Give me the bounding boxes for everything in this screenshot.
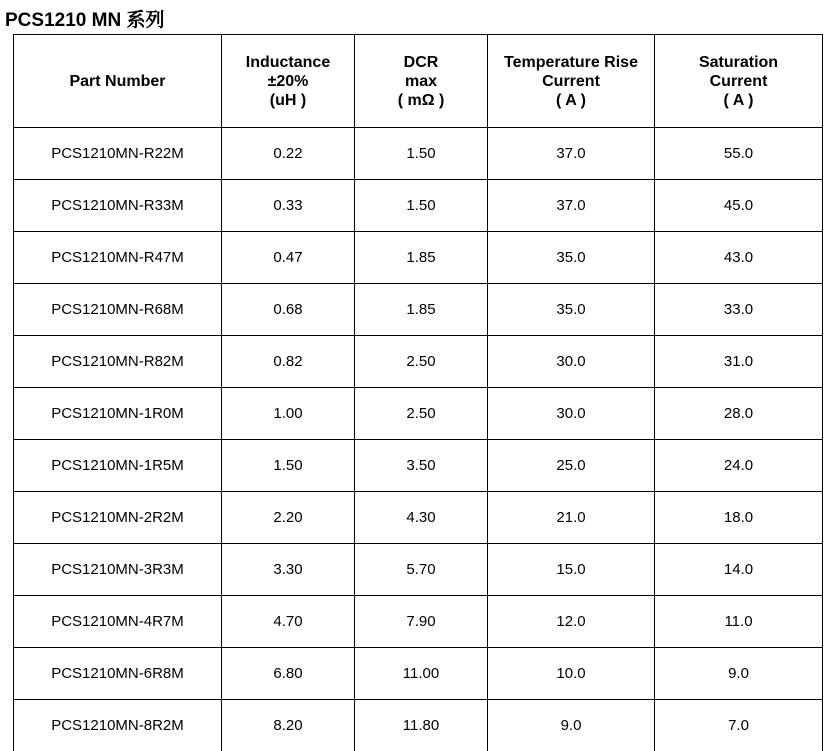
cell-part-number: PCS1210MN-R82M — [14, 336, 222, 388]
column-header-part-number — [14, 35, 222, 128]
table-header-row — [14, 35, 823, 128]
column-header-line: DCR — [355, 53, 487, 72]
cell-inductance: 8.20 — [222, 700, 355, 751]
column-header-line: Inductance — [222, 53, 354, 72]
cell-inductance: 4.70 — [222, 596, 355, 648]
cell-saturation-current: 14.0 — [655, 544, 823, 596]
cell-dcr: 1.50 — [355, 128, 488, 180]
cell-dcr: 4.30 — [355, 492, 488, 544]
table-row — [14, 700, 823, 751]
cell-dcr: 1.85 — [355, 284, 488, 336]
cell-saturation-current: 31.0 — [655, 336, 823, 388]
cell-inductance: 3.30 — [222, 544, 355, 596]
cell-inductance: 1.50 — [222, 440, 355, 492]
cell-saturation-current: 18.0 — [655, 492, 823, 544]
cell-saturation-current: 43.0 — [655, 232, 823, 284]
cell-temperature-rise-current: 10.0 — [488, 648, 655, 700]
table-body — [14, 128, 823, 751]
cell-temperature-rise-current: 30.0 — [488, 336, 655, 388]
cell-dcr: 1.50 — [355, 180, 488, 232]
cell-dcr: 7.90 — [355, 596, 488, 648]
cell-saturation-current: 45.0 — [655, 180, 823, 232]
cell-inductance: 0.22 — [222, 128, 355, 180]
column-header-line: ±20% — [222, 72, 354, 91]
table-row — [14, 492, 823, 544]
cell-temperature-rise-current: 35.0 — [488, 232, 655, 284]
cell-saturation-current: 7.0 — [655, 700, 823, 751]
cell-inductance: 2.20 — [222, 492, 355, 544]
table-row — [14, 180, 823, 232]
cell-temperature-rise-current: 30.0 — [488, 388, 655, 440]
column-header-dcr — [355, 35, 488, 128]
cell-saturation-current: 11.0 — [655, 596, 823, 648]
cell-temperature-rise-current: 12.0 — [488, 596, 655, 648]
cell-dcr: 2.50 — [355, 336, 488, 388]
cell-dcr: 11.00 — [355, 648, 488, 700]
table-row — [14, 388, 823, 440]
cell-inductance: 1.00 — [222, 388, 355, 440]
cell-inductance: 0.68 — [222, 284, 355, 336]
cell-part-number: PCS1210MN-R47M — [14, 232, 222, 284]
page-title: PCS1210 MN 系列 — [5, 5, 164, 32]
cell-dcr: 1.85 — [355, 232, 488, 284]
column-header-line: ( A ) — [488, 91, 654, 110]
table-row — [14, 648, 823, 700]
table-row — [14, 232, 823, 284]
cell-part-number: PCS1210MN-R22M — [14, 128, 222, 180]
cell-part-number: PCS1210MN-R33M — [14, 180, 222, 232]
cell-saturation-current: 55.0 — [655, 128, 823, 180]
table-row — [14, 284, 823, 336]
table-row — [14, 128, 823, 180]
cell-temperature-rise-current: 25.0 — [488, 440, 655, 492]
column-header-line: Temperature Rise — [488, 53, 654, 72]
column-header-line: (uH ) — [222, 91, 354, 110]
cell-dcr: 3.50 — [355, 440, 488, 492]
cell-part-number: PCS1210MN-1R0M — [14, 388, 222, 440]
column-header-line: ( A ) — [655, 91, 822, 110]
cell-temperature-rise-current: 15.0 — [488, 544, 655, 596]
cell-temperature-rise-current: 21.0 — [488, 492, 655, 544]
cell-part-number: PCS1210MN-8R2M — [14, 700, 222, 751]
cell-inductance: 0.33 — [222, 180, 355, 232]
cell-saturation-current: 28.0 — [655, 388, 823, 440]
cell-inductance: 6.80 — [222, 648, 355, 700]
column-header-inductance — [222, 35, 355, 128]
table-row — [14, 544, 823, 596]
table-row — [14, 336, 823, 388]
cell-dcr: 11.80 — [355, 700, 488, 751]
spec-table — [13, 34, 823, 751]
column-header-line: Current — [488, 72, 654, 91]
cell-part-number: PCS1210MN-6R8M — [14, 648, 222, 700]
cell-part-number: PCS1210MN-3R3M — [14, 544, 222, 596]
cell-temperature-rise-current: 35.0 — [488, 284, 655, 336]
cell-part-number: PCS1210MN-1R5M — [14, 440, 222, 492]
column-header-line: Saturation — [655, 53, 822, 72]
cell-saturation-current: 9.0 — [655, 648, 823, 700]
cell-inductance: 0.82 — [222, 336, 355, 388]
table-row — [14, 596, 823, 648]
cell-dcr: 2.50 — [355, 388, 488, 440]
column-header-temperature-rise-current — [488, 35, 655, 128]
cell-temperature-rise-current: 9.0 — [488, 700, 655, 751]
column-header-line: Current — [655, 72, 822, 91]
column-header-saturation-current — [655, 35, 823, 128]
cell-temperature-rise-current: 37.0 — [488, 180, 655, 232]
cell-saturation-current: 33.0 — [655, 284, 823, 336]
cell-temperature-rise-current: 37.0 — [488, 128, 655, 180]
cell-part-number: PCS1210MN-2R2M — [14, 492, 222, 544]
table-row — [14, 440, 823, 492]
cell-part-number: PCS1210MN-R68M — [14, 284, 222, 336]
cell-saturation-current: 24.0 — [655, 440, 823, 492]
column-header-line: max — [355, 72, 487, 91]
cell-inductance: 0.47 — [222, 232, 355, 284]
cell-dcr: 5.70 — [355, 544, 488, 596]
column-header-line: Part Number — [14, 72, 221, 91]
cell-part-number: PCS1210MN-4R7M — [14, 596, 222, 648]
column-header-line: ( mΩ ) — [355, 91, 487, 110]
